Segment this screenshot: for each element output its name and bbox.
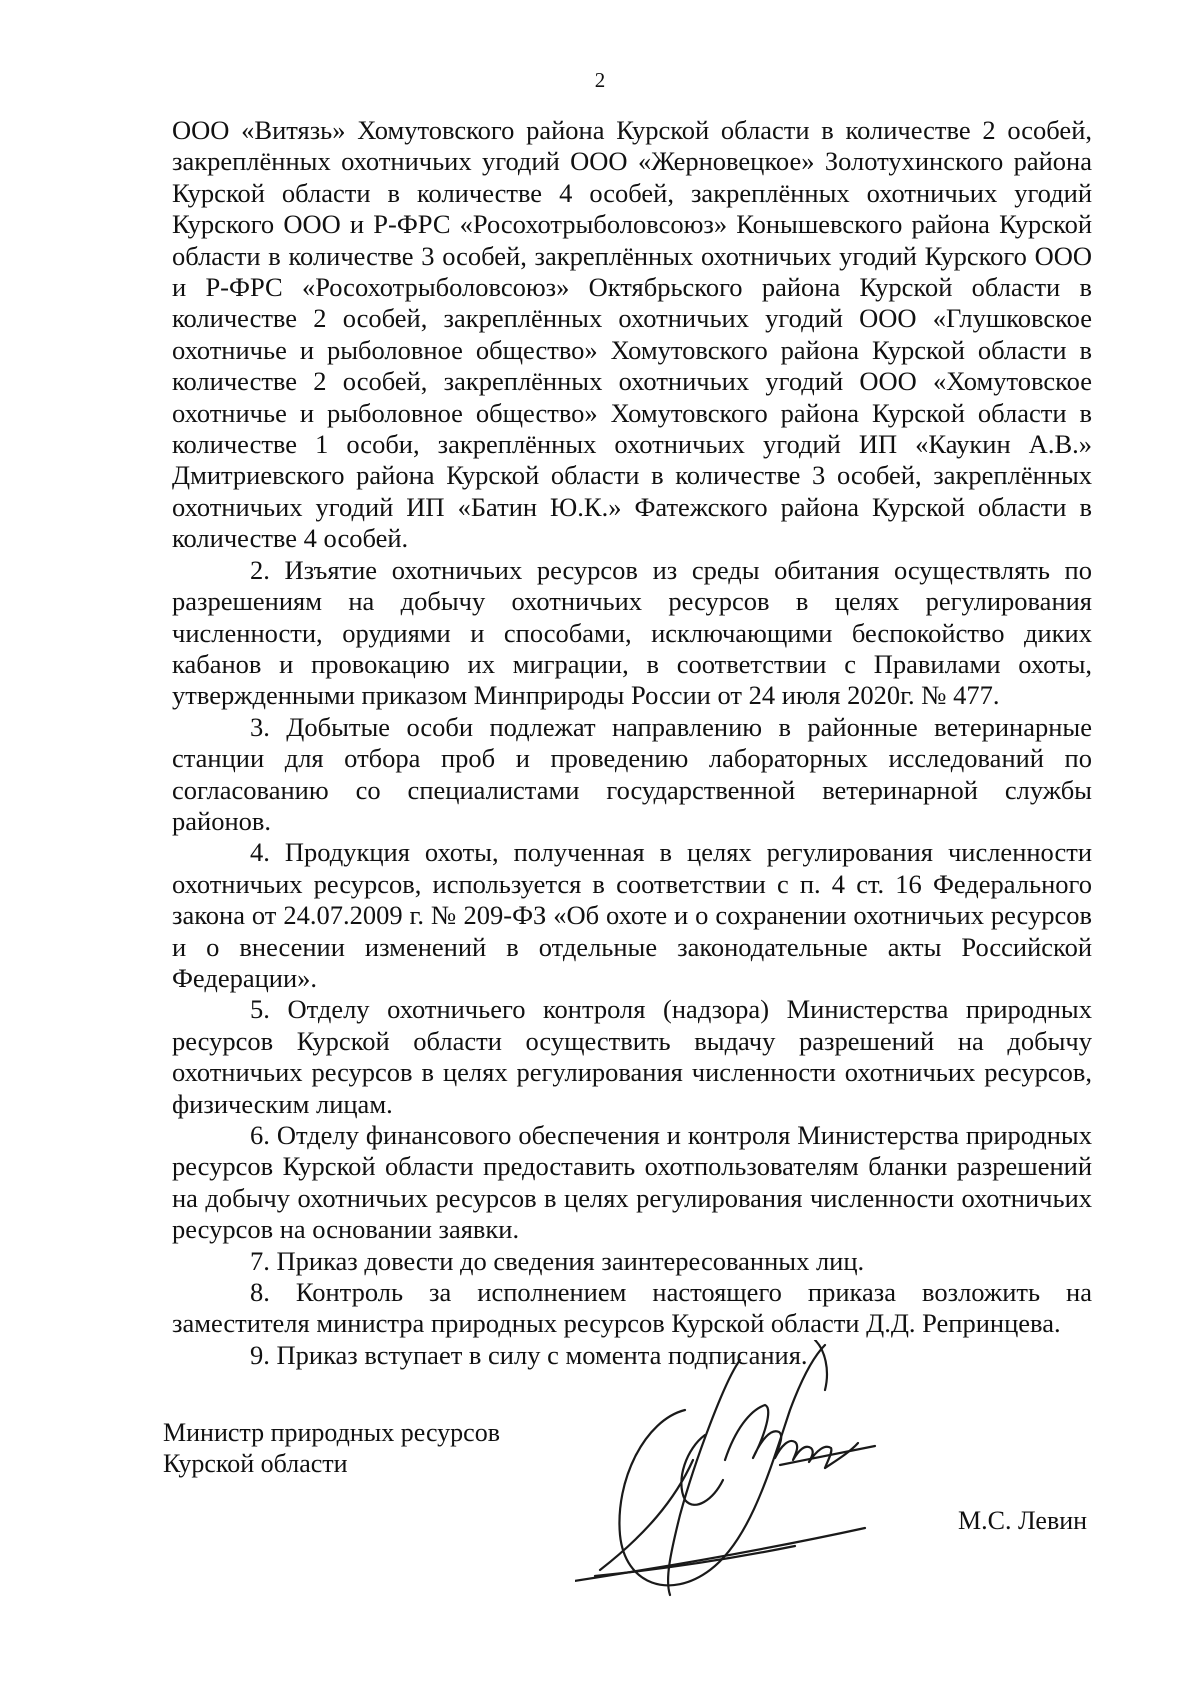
signatory-position-line-2: Курской области	[163, 1449, 348, 1478]
signatory-name: М.С. Левин	[958, 1506, 1088, 1535]
paragraph-item-9: 9. Приказ вступает в силу с момента подписания.	[250, 1339, 808, 1370]
paragraph-item-4: 4. Продукция охоты, полученная в целях регулирования численности охотничьих ресурсов, используется в соответствии с п. 4 ст. 16 Федерального закона от 24.07.2009 г. № 209-ФЗ «Об охоте и о сохранении охотничьих ресурсов и о внесении изменений в отдельные законодательные акты Российской Федерации».	[172, 837, 1092, 993]
page-number: 2	[594, 68, 606, 92]
paragraph-item-2: 2. Изъятие охотничьих ресурсов из среды обитания осуществлять по разрешениям на добычу охотничьих ресурсов в целях регулирования численности, орудиями и способами, исключающими беспокойство диких кабанов и провокацию их миграции, в соответствии с Правилами охоты, утвержденными приказом Минприроды России от 24 июля 2020г. № 477.	[172, 554, 1092, 711]
handwritten-signature	[575, 1340, 935, 1625]
paragraph-item-7: 7. Приказ довести до сведения заинтересованных лиц.	[250, 1245, 865, 1276]
order-body	[172, 115, 1092, 1371]
paragraph-item-3: 3. Добытые особи подлежат направлению в районные ветеринарные станции для отбора проб и проведению лабораторных исследований по согласованию со специалистами государственной ветеринарной службы районов.	[172, 711, 1092, 836]
paragraph-item-8: 8. Контроль за исполнением настоящего приказа возложить на заместителя министра природных ресурсов Курской области Д.Д. Репринцева.	[172, 1277, 1092, 1339]
paragraph-item-5: 5. Отделу охотничьего контроля (надзора) Министерства природных ресурсов Курской области осуществить выдачу разрешений на добычу охотничьих ресурсов в целях регулирования численности охотничьих ресурсов, физическим лицам.	[172, 994, 1092, 1119]
signatory-position	[163, 1417, 500, 1479]
paragraph-item-6: 6. Отделу финансового обеспечения и контроля Министерства природных ресурсов Курской области предоставить охотпользователям бланки разрешений на добычу охотничьих ресурсов в целях регулирования численности охотничьих ресурсов на основании заявки.	[172, 1120, 1092, 1245]
paragraph-continuation: ООО «Витязь» Хомутовского района Курской области в количестве 2 особей, закреплённых охотничьих угодий ООО «Жерновецкое» Золотухинского района Курской области в количестве 4 особей, закреплённых охотничьих угодий Курского ООО и Р-ФРС «Росохотрыболовсоюз» Конышевского района Курской области в количестве 3 особей, закреплённых охотничьих угодий Курского ООО и Р-ФРС «Росохотрыболовсоюз» Октябрьского района Курской области в количестве 2 особей, закреплённых охотничьих угодий ООО «Глушковское охотничье и рыболовное общество» Хомутовского района Курской области в количестве 2 особей, закреплённых охотничьих угодий ООО «Хомутовское охотничье и рыболовное общество» Хомутовского района Курской области в количестве 1 особи, закреплённых охотничьих угодий ИП «Каукин А.В.» Дмитриевского района Курской области в количестве 3 особей, закреплённых охотничьих угодий ИП «Батин Ю.К.» Фатежского района Курской области в количестве 4 особей.	[172, 115, 1092, 554]
signatory-position-line-1: Министр природных ресурсов	[163, 1418, 500, 1447]
